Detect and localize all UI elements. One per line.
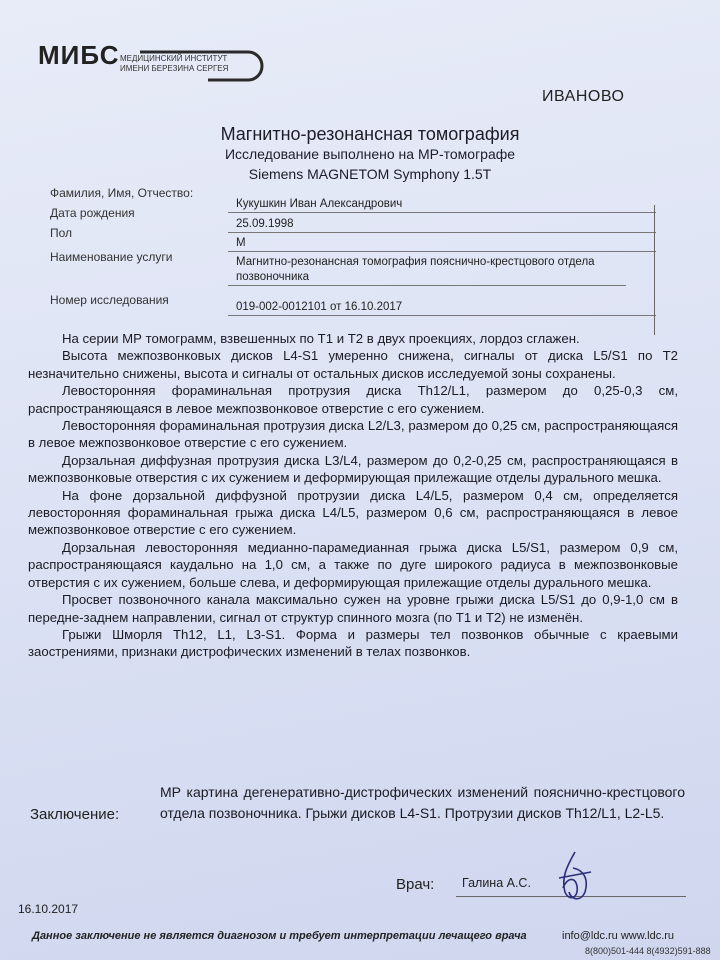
disclaimer: Данное заключение не является диагнозом и требует интерпретации лечащего врача: [32, 930, 527, 942]
logo-text: МИБС: [38, 40, 120, 70]
doctor-name: Галина А.С.: [462, 876, 531, 890]
contact-web: info@ldc.ru www.ldc.ru: [562, 930, 675, 942]
dob-label: Дата рождения: [50, 206, 135, 220]
finding-paragraph: На серии МР томограмм, взвешенных по Т1 и Т2 в двух проекциях, лордоз сглажен.: [62, 331, 580, 346]
conclusion-text: МР картина дегенеративно-дистрофических изменений пояснично-крестцового отдела позвоночника. Грыжи дисков L4-S1. Протрузии дисков Th12/L1, L2-L5.: [160, 784, 685, 821]
finding-paragraph: Левосторонняя фораминальная протрузия диска Th12/L1, размером до 0,25-0,3 см, распространяющаяся в левое межпозвонковое отверстие с его сужением.: [28, 383, 678, 416]
dob-value: 25.09.1998: [228, 217, 656, 233]
sex-value: М: [228, 236, 656, 252]
report-heading: [170, 124, 570, 184]
findings-text: [28, 330, 678, 661]
name-label: Фамилия, Имя, Отчество:: [50, 186, 194, 200]
finding-paragraph: Левосторонняя фораминальная протрузия диска L2/L3, размером до 0,25 см, распространяющаяся в левое межпозвонковое отверстие с его сужением.: [28, 418, 678, 451]
sex-label: Пол: [50, 226, 73, 240]
report-title: Магнитно-резонансная томография: [220, 124, 520, 144]
mibs-logo: [38, 40, 273, 84]
contact-phone: 8(800)501-444 8(4932)591-888: [585, 946, 711, 956]
logo-subtitle: [120, 54, 228, 74]
logo-subtitle-line1: МЕДИЦИНСКИЙ ИНСТИТУТ: [120, 54, 228, 63]
finding-paragraph: Грыжи Шморля Th12, L1, L3-S1. Форма и размеры тел позвонков обычные с краевыми заострениями, признаки дистрофических изменений в телах позвонков.: [28, 626, 678, 660]
study-id-value: 019-002-0012101 от 16.10.2017: [228, 300, 656, 316]
finding-paragraph: Просвет позвоночного канала максимально сужен на уровне грыжи диска L5/S1 до 0,9-1,0 см в передне-заднем направлении, сигнал от структур спинного мозга (по Т1 и Т2) не изменён.: [28, 592, 678, 625]
service-label: Наименование услуги: [50, 250, 173, 264]
finding-paragraph: Дорзальная диффузная протрузия диска L3/L4, размером до 0,2-0,25 см, распространяющаяся в межпозвонковые отверстия с их сужением и деформирующая прилежащие отделы дурального мешка.: [28, 452, 678, 486]
patient-fields-frame: [228, 205, 655, 335]
name-value: Кукушкин Иван Александрович: [228, 197, 656, 213]
logo-subtitle-line2: ИМЕНИ БЕРЕЗИНА СЕРГЕЯ: [120, 64, 229, 73]
city-label: ИВАНОВО: [542, 88, 625, 105]
report-date: 16.10.2017: [18, 902, 79, 916]
finding-paragraph: Дорзальная левосторонняя медианно-парамедианная грыжа диска L5/S1, размером 0,9 см, распространяющаяся каудально на 1,0 см, а также по дуге широкого радиуса в межпозвонковые отверстия с их сужением, больше слева, и деформирующая прилежащие отделы дурального мешка.: [28, 539, 678, 590]
service-value: Магнитно-резонансная томография пояснично-крестцового отдела позвоночника: [228, 255, 626, 286]
finding-paragraph: Высота межпозвонковых дисков L4-S1 умеренно снижена, сигналы от диска L5/S1 по Т2 незначительно снижены, высота и сигналы от остальных дисков исследуемой зоны сохранены.: [28, 348, 678, 381]
report-subtitle: Исследование выполнено на МР-томографе: [224, 146, 516, 162]
scanner-model: Siemens MAGNETOM Symphony 1.5T: [248, 166, 492, 182]
study-id-label: Номер исследования: [50, 293, 169, 307]
doctor-label: Врач:: [396, 876, 435, 893]
conclusion-label: Заключение:: [30, 806, 120, 823]
handwritten-signature: [545, 848, 605, 908]
finding-paragraph: На фоне дорзальной диффузной протрузии диска L4/L5, размером 0,4 см, определяется левосторонняя фораминальная грыжа диска L4/L5, размером 0,6 см, распространяющаяся в левое межпозвонковое отверстие с его сужением.: [28, 487, 678, 538]
